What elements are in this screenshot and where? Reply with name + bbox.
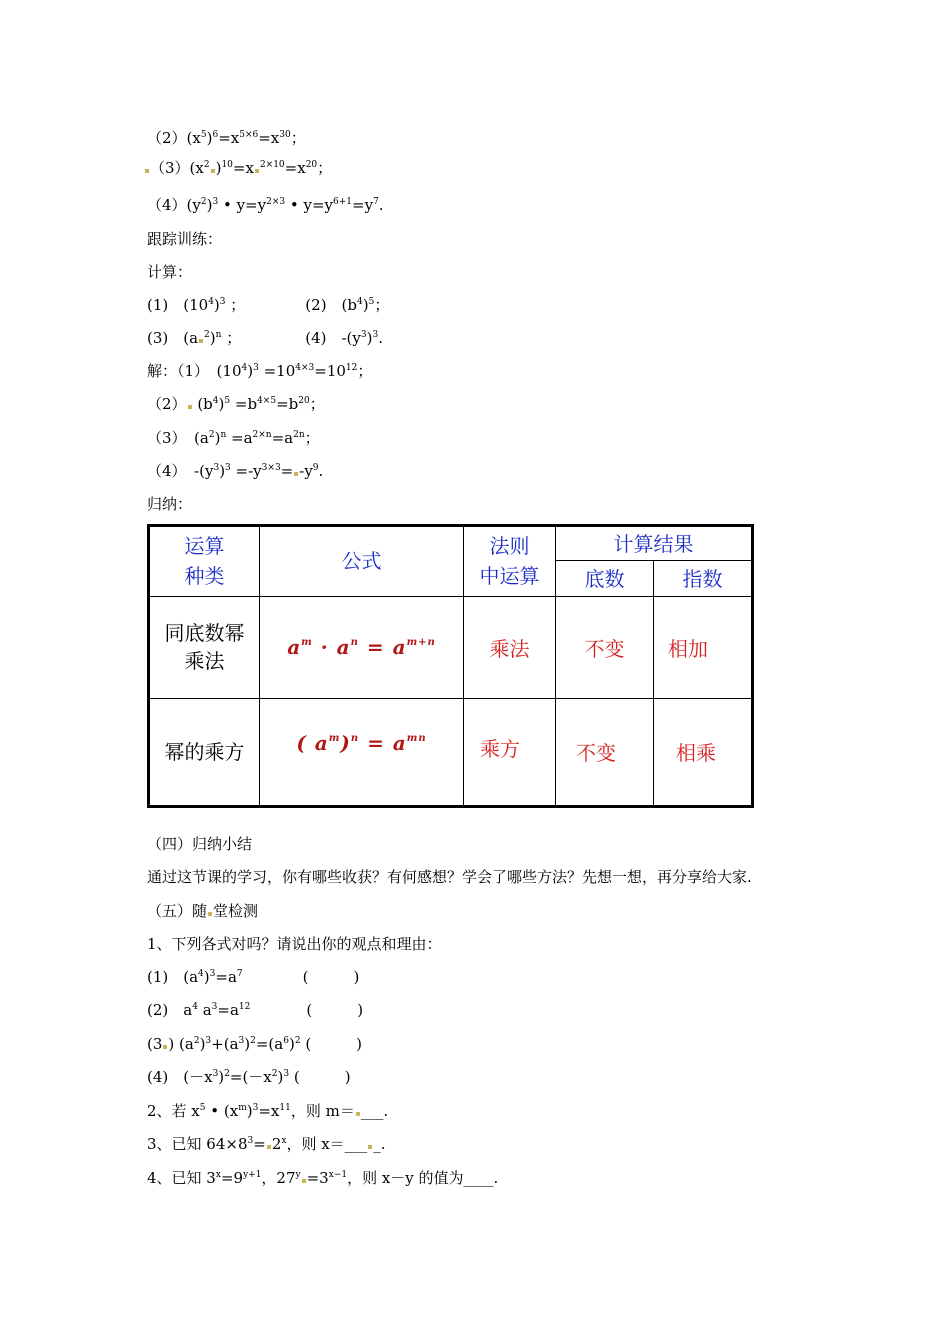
example-3: $(3)(x^2$ )$^{10}$=x $^{2\times 10}=x^{20}$； [144,158,332,178]
exercise-3-4: (3) (a $^2$)$^n$ ； (4) $-(y^3)^3$. [147,329,383,347]
question-1: 1、下列各式对吗？请说出你的观点和理由： [147,935,442,953]
row1-exp: 相加 [654,596,753,698]
solution-3: （3） $(a^2)^n =a^{2\times n}=a^{2n}$； [147,429,320,447]
header-result: 计算结果 [556,526,753,561]
section5-title: （五）随 堂检测 [147,902,259,920]
row1-label: 同底数幂 乘法 [149,596,260,698]
row1-base: 不变 [556,596,654,698]
row2-op: 乘方 [464,698,556,806]
solution-1: 解：（1） $(10^4)^3 =10^{4\times 3}=10^{12}$； [147,362,373,380]
training-title: 跟踪训练： [147,230,223,248]
row2-exp: 相乘 [654,698,753,806]
section4-title: （四）归纳小结 [147,835,253,853]
header-rule: 法则 中运算 [464,526,556,597]
example-4: $(4)(y^2)^3$ • $y=y^{2\times 3}$ • $y=y^{6+1}=y^7$. [147,196,384,214]
question-4: 4、已知 $3^x=9^{y+1}$，$27^y =3^{x-1}$，则 x－y 的值为____. [147,1169,499,1187]
q1-item-1: (1) $(a^4)^3=a^7$ ( ) [147,968,360,986]
header-base: 底数 [556,561,654,596]
induction-title: 归纳： [147,495,193,513]
q1-item-3: (3 ) $(a^2)^3+(a^3)^2=(a^6)^2$ ( ) [147,1035,363,1053]
exercise-1-2: (1) $(10^4)^3$ ； (2) $(b^4)^5$； [147,296,390,314]
question-2: 2、若 $x^5$ • $(x^m)^3=x^{11}$，则 m＝ ___. [147,1102,389,1120]
section4-text: 通过这节课的学习，你有哪些收获？有何感想？学会了哪些方法？先想一想，再分享给大家. [147,868,752,886]
question-3: 3、已知 $64\times 8^3= 2^x$，则 x＝___ _. [147,1135,386,1153]
row2-base: 不变 [556,698,654,806]
calc-title: 计算： [147,263,193,281]
row1-formula: $a^m \cdot a^n = a^{m+n}$ [260,596,464,698]
q1-item-2: (2) $a^4$ $a^3=a^{12}$ ( ) [147,1001,364,1019]
example-2: $(2)(x^5)^6=x^{5\times 6}=x^{30}$； [147,129,306,147]
solution-4: （4） $-(y^3)^3 =-y^{3\times 3}= -y^9$. [147,462,324,480]
header-exponent: 指数 [654,561,753,596]
row2-formula: ( $a^m)^n = a^{mn}$ [260,698,464,806]
edit-mark [145,169,149,173]
row1-op: 乘法 [464,596,556,698]
header-formula: 公式 [260,526,464,597]
row2-label: 幂的乘方 [149,698,260,806]
q1-item-4: (4) $(-x^3)^2=(-x^2)^3$ ( ) [147,1068,351,1086]
solution-2: （2） $(b^4)^5 =b^{4\times 5}=b^{20}$； [147,395,325,413]
summary-table [147,524,754,808]
header-type: 运算 种类 [149,526,260,597]
